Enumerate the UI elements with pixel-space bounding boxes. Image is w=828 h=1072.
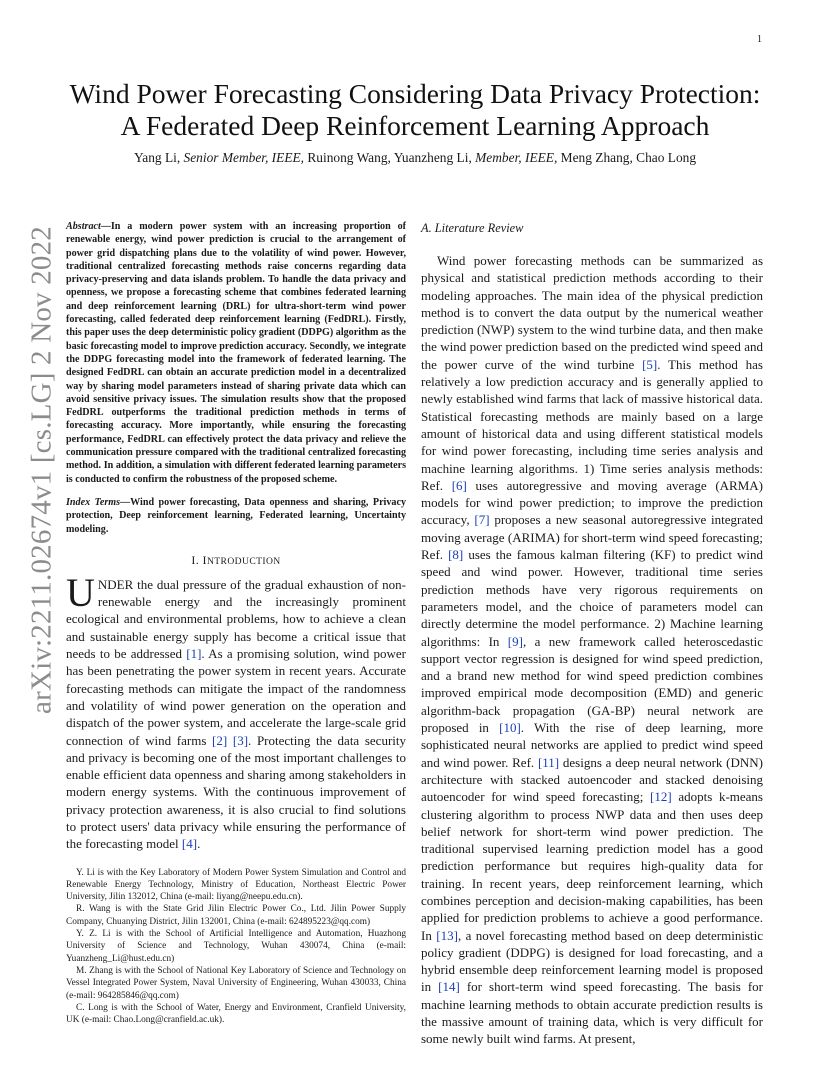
- citation-3[interactable]: [3]: [232, 732, 249, 748]
- title-line-1: Wind Power Forecasting Considering Data Privacy Protection:: [69, 78, 761, 109]
- index-terms-label: Index Terms: [66, 496, 121, 508]
- lit-text-5: uses the famous kalman filtering (KF) to predict wind speed and wind power. However, traditional time series prediction methods have very rigorous requirements on parameters model, and the choice of parameters model can directly determine the model performance. 2) Machine learning algorithms: In: [421, 547, 763, 649]
- footnote-m-zhang: M. Zhang is with the School of National Key Laboratory of Science and Technology on Vessel Integrated Power System, Naval University of Engineering, Wuhan 430033, China (e-mail: 964285846@qq.com): [66, 965, 406, 1001]
- title-line-2: A Federated Deep Reinforcement Learning Approach: [120, 110, 710, 141]
- citation-8[interactable]: [8]: [448, 547, 464, 563]
- citation-2[interactable]: [2]: [212, 732, 228, 748]
- citation-9[interactable]: [9]: [507, 633, 523, 649]
- lit-text-9: adopts k-means clustering algorithm to process NWP data and then uses deep belief network for short-term wind power prediction. The traditional supervised learning prediction model has a good prediction performance but requires high-quality data for training. In recent years, deep reinforcement learning, which combines perception and decision-making capabilities, has been applied for prediction problems to achieve a good performance. In: [421, 789, 763, 943]
- section-heading-introduction: [66, 552, 406, 570]
- author-3-role: Member, IEEE: [475, 150, 554, 165]
- intro-text-4: . Protecting the data security and privacy is becoming one of the most important challenges to enable efficient data openness and sharing among stakeholders in modern energy systems. With the continuous improvement of privacy protection awareness, it is also crucial to find solutions to protect users' data privacy while ensuring the performance of the forecasting model: [66, 732, 407, 852]
- lit-text-3: uses autoregressive and moving average (ARMA) models for wind power prediction; to improve the prediction accuracy,: [421, 477, 763, 528]
- paper-title: [40, 78, 790, 142]
- lit-text-1: Wind power forecasting methods can be summarized as physical and statistical prediction methods according to their modeling approaches. The main idea of the physical prediction method is to convert the data output by the numerical weather prediction (NWP) system to the wind turbine data, and then make the wind power prediction based on the predicted wind speed and the power curve of the wind turbine: [421, 253, 763, 372]
- footnote-y-li: Y. Li is with the Key Laboratory of Modern Power System Simulation and Control and Renewable Energy Technology, Ministry of Education, Northeast Electric Power University, Jilin 132012, China (e-mail: liyang@neepu.edu.cn).: [66, 867, 406, 903]
- citation-6[interactable]: [6]: [451, 477, 467, 493]
- footnote-r-wang: R. Wang is with the State Grid Jilin Electric Power Co., Ltd. Jilin Power Supply Company, Chuanying District, Jilin 132001, China (e-mail: 624895223@qq.com): [66, 904, 406, 927]
- citation-14[interactable]: [14]: [438, 979, 460, 995]
- footnote-yz-li: Y. Z. Li is with the School of Artificial Intelligence and Automation, Huazhong University of Science and Technology, Wuhan 430074, China (e-mail: Yuanzheng_Li@hust.edu.cn): [66, 929, 406, 964]
- subsection-heading-literature-review: A. Literature Review: [421, 221, 524, 235]
- lit-text-7: . With the rise of deep learning, more sophisticated neural networks are applied to predict wind speed and wind power. Ref.: [421, 720, 763, 770]
- lit-text-4: proposes a new seasonal autoregressive integrated moving average (ARIMA) for short-term wind speed forecasting; Ref.: [421, 512, 763, 563]
- abstract-text: —In a modern power system with an increasing proportion of renewable energy, wind power prediction is crucial to the arrangement of power grid dispatching plans due to the volatility of wind power. However, traditional centralized forecasting methods raise concerns regarding data privacy-preserving and data islands problem. To handle the data privacy and openness, we propose a forecasting scheme that combines federated learning and deep reinforcement learning (DRL) for ultra-short-term wind power forecasting, called federated deep reinforcement learning (FedDRL). Firstly, this paper uses the deep deterministic policy gradient (DDPG) algorithm as the basic forecasting model to improve prediction accuracy. Secondly, we integrate the DDPG forecasting model into the framework of federated learning. The designed FedDRL can obtain an accurate prediction model in a decentralized way by sharing model parameters instead of sharing private data which can avoid sensitive privacy issues. The simulation results show that the proposed FedDRL outperforms the traditional prediction methods in terms of forecasting accuracy. More importantly, while ensuring the forecasting performance, FedDRL can effectively protect the data privacy and relieve the communication pressure compared with the traditional centralized forecasting method. In addition, a simulation with different federated learning parameters is conducted to confirm the robustness of the proposed scheme.: [66, 221, 406, 485]
- citation-13[interactable]: [13]: [436, 927, 458, 943]
- drop-cap: U: [66, 569, 95, 615]
- lit-text-6: , a new framework called heteroscedastic support vector regression is designed for wind speed prediction, and a brand new method for wind speed prediction combines improved empirical mode decomposition (EMD) and generic algorithm-back propagation (GA-BP) neural network are proposed in: [421, 633, 763, 736]
- lit-text-8: designs a deep neural network (DNN) architecture with stacked autoencoder and stacked denoising autoencoder for wind speed forecasting;: [421, 754, 764, 805]
- intro-text-1: NDER the dual pressure of the gradual exhaustion of non-renewable energy and the increasingly prominent ecological and environmental problems, how to achieve a clean and sustainable energy supply has become a critical issue that needs to be addressed: [66, 576, 406, 662]
- citation-4[interactable]: [4]: [181, 836, 198, 852]
- section-title-rest: NTRODUCTION: [206, 555, 281, 567]
- author-footnotes: [66, 867, 406, 1027]
- arxiv-identifier-text[interactable]: arXiv:2211.02674v1 [cs.LG] 2 Nov 2022: [25, 226, 58, 714]
- right-column: [421, 220, 763, 1048]
- section-title-initial: I: [202, 552, 207, 567]
- intro-text-5: .: [197, 836, 201, 852]
- citation-11[interactable]: [11]: [537, 754, 560, 770]
- citation-10[interactable]: [10]: [499, 720, 521, 736]
- left-column: [66, 220, 406, 1026]
- footnote-c-long: C. Long is with the School of Water, Energy and Environment, Cranfield University, UK (e-mail: Chao.Long@cranfield.ac.uk).: [66, 1002, 406, 1026]
- literature-paragraph: [421, 252, 763, 1048]
- abstract-label: Abstract: [66, 221, 101, 232]
- authors-2-3: Ruinong Wang, Yuanzheng Li,: [304, 150, 476, 165]
- author-1-role: Senior Member, IEEE,: [183, 150, 305, 165]
- intro-paragraph: [66, 569, 407, 853]
- citation-1[interactable]: [1]: [186, 646, 202, 662]
- authors-4-5: , Meng Zhang, Chao Long: [553, 150, 697, 165]
- citation-12[interactable]: [12]: [650, 789, 672, 805]
- abstract: [66, 220, 406, 486]
- intro-text-2: . As a promising solution, wind power has been penetrating the power system in recent years. Accurate forecasting methods can mitigate the impact of the randomness and volatility of wind power generation on the operation and dispatch of the power system, and accelerate the large-scale grid connection of wind farms: [66, 646, 406, 748]
- lit-text-10: , a novel forecasting method based on deep deterministic policy gradient (DDPG) is designed for load forecasting, and a hybrid ensemble deep reinforcement learning model is proposed in: [421, 927, 763, 995]
- section-numeral: I.: [191, 552, 203, 567]
- index-terms-text: —Wind power forecasting, Data openness and sharing, Privacy protection, Deep reinforcement learning, Federated learning, Uncertainty modeling.: [66, 496, 406, 535]
- citation-5[interactable]: [5]: [642, 356, 658, 372]
- citation-7[interactable]: [7]: [474, 512, 490, 528]
- page-number: 1: [757, 34, 762, 45]
- author-list: [40, 150, 790, 166]
- author-1: Yang Li,: [133, 150, 184, 165]
- lit-text-2: . This method has relatively a low prediction accuracy and is generally applied to newly established wind farms that lack of massive historical data. Statistical forecasting methods are mainly based on a large amount of historical data and using different statistical models for wind power forecasting, including time series analysis and machine learning algorithms. 1) Time series analysis methods: Ref.: [421, 356, 763, 493]
- lit-text-11: for short-term wind speed forecasting. The basis for machine learning methods to obtain accurate prediction results is the massive amount of training data, which is very difficult for some newly built wind farms. At present,: [421, 979, 763, 1047]
- index-terms: [66, 496, 406, 536]
